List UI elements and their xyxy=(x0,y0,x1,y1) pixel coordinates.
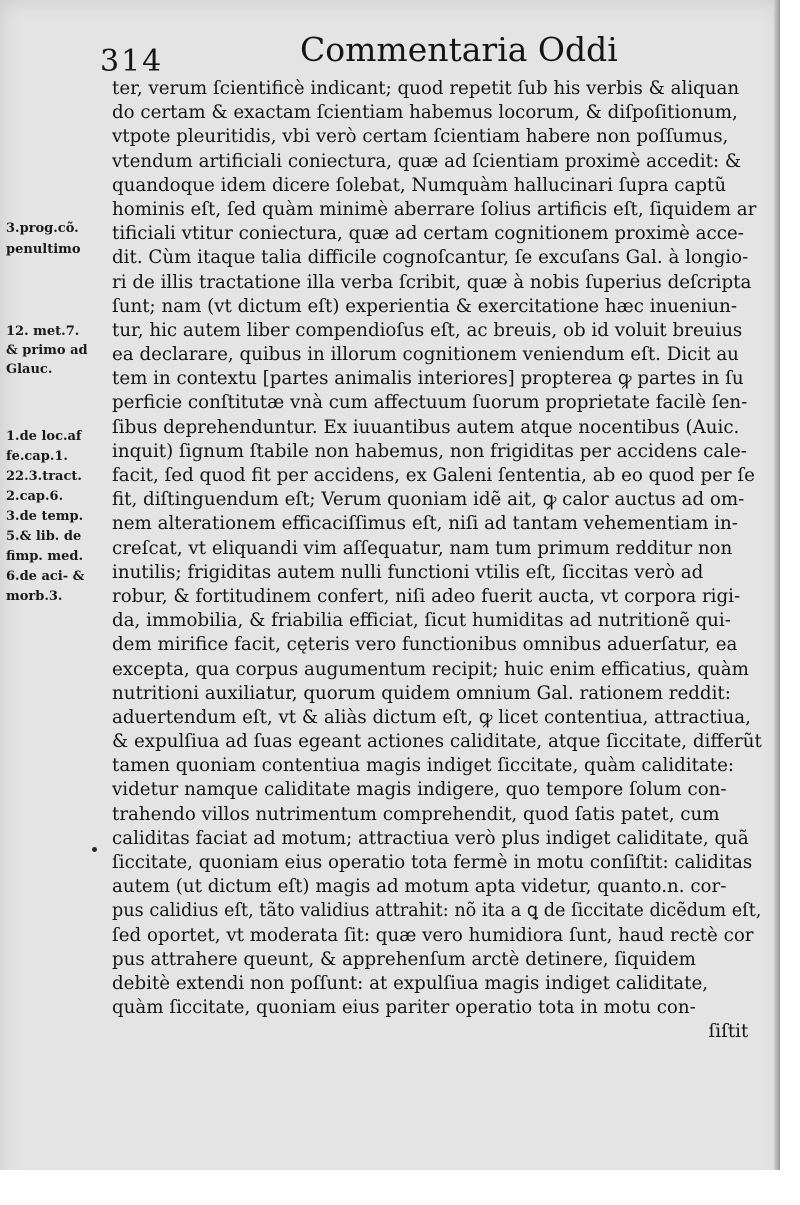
text-line: fit, diſtinguendum eſt; Verum quoniam idẽ ait, ꝙ calor auctus ad om- xyxy=(112,489,745,511)
margin-note: fe.cap.1. xyxy=(6,449,68,464)
margin-note: Glauc. xyxy=(6,362,53,377)
page-header xyxy=(100,30,750,79)
text-line: dit. Cùm itaque talia difficile cognoſcantur, ſe excuſans Gal. à longio- xyxy=(112,247,749,269)
text-line: debitè extendi non poſſunt: at expulſiua magis indiget caliditate, xyxy=(112,972,709,994)
ink-dot xyxy=(92,847,97,852)
margin-note: morb.3. xyxy=(6,589,63,604)
text-line: ter, verum ſcientificè indicant; quod repetit ſub his verbis & aliquan xyxy=(112,78,740,99)
text-line: tamen quoniam contentiua magis indiget ſiccitate, quàm caliditate: xyxy=(112,755,735,777)
margin-note: 5.& lib. de xyxy=(6,529,82,544)
text-line: ſunt; nam (vt dictum eſt) experientia & exercitatione hæc inueniun- xyxy=(112,295,737,317)
text-line: caliditas faciat ad motum; attractiua verò plus indiget caliditate, quã xyxy=(112,827,749,849)
scan-bottom-margin xyxy=(0,1170,800,1205)
text-line: vtpote pleuritidis, vbi verò certam ſcientiam habere non poſſumus, xyxy=(112,126,729,148)
text-line: trahendo villos nutrimentum comprehendit, quod ſatis patet, cum xyxy=(112,803,720,825)
text-line: autem (ut dictum eſt) magis ad motum apta videtur, quanto.n. cor- xyxy=(112,876,727,898)
text-line: tem in contextu [partes animalis interiores] propterea ꝙ partes in ſu xyxy=(112,368,744,390)
text-line: quandoque idem dicere ſolebat, Numquàm hallucinari ſupra captũ xyxy=(112,174,727,196)
body-text xyxy=(112,77,772,1045)
text-line: pus calidius eſt, tãto validius attrahit: nõ ita a ꝗ de ſiccitate dicẽdum eſt, xyxy=(112,900,762,922)
margin-note: & primo ad xyxy=(6,343,88,358)
running-title: Commentaria Oddi xyxy=(300,30,618,69)
text-line: ſed oportet, vt moderata ſit: quæ vero humidiora ſunt, haud rectè cor xyxy=(112,924,754,946)
text-line: pus attrahere queunt, & apprehenſum arctè detinere, ſiquidem xyxy=(112,948,696,970)
text-line: videtur namque caliditate magis indigere, quo tempore ſolum con- xyxy=(112,779,727,801)
margin-note: 3.de temp. xyxy=(6,509,84,524)
text-line: ri de illis tractatione illa verba ſcribit, quæ à nobis ſuperius deſcripta xyxy=(112,271,752,293)
text-line: & expulſiua ad ſuas egeant actiones caliditate, atque ſiccitate, differũt xyxy=(112,731,762,753)
text-line: dem mirifice facit, cęteris vero functionibus omnibus aduerſatur, ea xyxy=(112,634,738,656)
margin-note: 1.de loc.af xyxy=(6,429,82,444)
text-line: da, immobilia, & friabilia efficiat, ſicut humiditas ad nutritionẽ qui- xyxy=(112,610,731,632)
margin-note: fimp. med. xyxy=(6,549,83,564)
margin-note: 3.prog.cõ. xyxy=(6,221,79,236)
text-line: inquit) ſignum ſtabile non habemus, non frigiditas per accidens cale- xyxy=(112,440,747,462)
text-line: excepta, qua corpus augumentum recipit; huic enim efficatius, quàm xyxy=(112,658,749,680)
text-line: quàm ſiccitate, quoniam eius pariter operatio tota in motu con- xyxy=(112,997,696,1019)
text-line: perficie conſtitutæ vnà cum affectuum ſuorum proprietate facilè ſen- xyxy=(112,392,748,414)
text-line: facit, ſed quod fit per accidens, ex Galeni ſententia, ab eo quod per ſe xyxy=(112,465,755,486)
text-line: inutilis; frigiditas autem nulli functioni vtilis eſt, ſiccitas verò ad xyxy=(112,561,704,583)
catchword-line: ſiſtit xyxy=(708,1021,749,1043)
text-line: nutritioni auxiliatur, quorum quidem omnium Gal. rationem reddit: xyxy=(112,682,731,704)
text-line: robur, & fortitudinem confert, niſi adeo fuerit aucta, vt corpora rigi- xyxy=(112,585,741,607)
text-line: ea declarare, quibus in illorum cognitionem veniendum eſt. Dicit au xyxy=(112,344,739,366)
text-line: do certam & exactam ſcientiam habemus locorum, & diſpoſitionum, xyxy=(112,102,738,124)
text-line: ſibus deprehenduntur. Ex iuuantibus autem atque nocentibus (Auic. xyxy=(112,416,740,438)
text-line: tur, hic autem liber compendioſus eſt, ac breuis, ob id voluit breuius xyxy=(112,319,743,341)
text-line: ſiccitate, quoniam eius operatio tota fermè in motu conſiſtit: caliditas xyxy=(112,852,753,873)
text-line: creſcat, vt eliquandi vim aſſequatur, nam tum primum redditur non xyxy=(112,537,733,559)
margin-note: penultimo xyxy=(6,242,81,257)
scan-margin xyxy=(780,0,800,1205)
text-line: hominis eſt, ſed quàm minimè aberrare ſolius artificis eſt, ſiquidem ar xyxy=(112,198,757,220)
margin-note: 12. met.7. xyxy=(6,324,80,339)
margin-note: 6.de aci- & xyxy=(6,569,85,584)
margin-note: 2.cap.6. xyxy=(6,489,64,504)
text-line: aduertendum eſt, vt & aliàs dictum eſt, ꝙ licet contentiua, attractiua, xyxy=(112,706,751,728)
text-line: tificiali vtitur coniectura, quæ ad certam cognitionem proximè acce- xyxy=(112,223,744,245)
text-line: vtendum artificiali coniectura, quæ ad ſcientiam proximè accedit: & xyxy=(112,150,742,172)
text-line: nem alterationem efficaciſſimus eſt, niſi ad tantam vehementiam in- xyxy=(112,513,738,535)
page-number: 314 xyxy=(100,44,164,79)
margin-note: 22.3.tract. xyxy=(6,469,82,484)
